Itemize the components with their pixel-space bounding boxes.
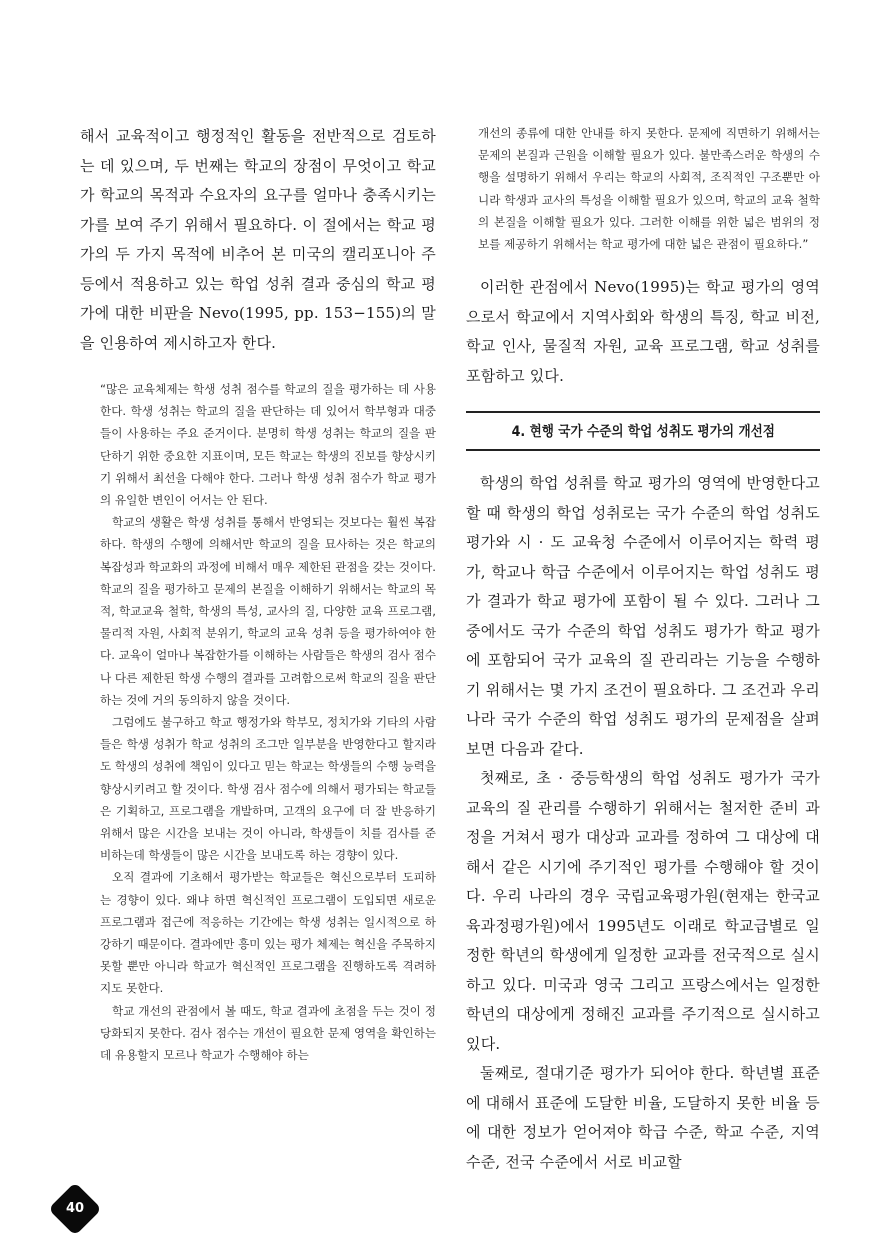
right-column — [466, 122, 820, 1177]
left-column — [80, 122, 436, 1066]
nevo-quote-block — [80, 378, 436, 1066]
left-intro-paragraph: 해서 교육적이고 행정적인 활동을 전반적으로 검토하는 데 있으며, 두 번째는 학교의 장점이 무엇이고 학교가 학교의 목적과 수요자의 요구를 얼마나 충족시키는가를 보여 주기 위해서 필요하다. 이 절에서는 학교 평가의 두 가지 목적에 비추어 본 미국의 캘리포니아 주 등에서 적용하고 있는 학업 성취 결과 중심의 학교 평가에 대한 비판을 Nevo(1995, pp. 153−155)의 말을 인용하여 제시하고자 한다. — [80, 127, 436, 352]
section-heading-text: 4. 현행 국가 수준의 학업 성취도 평가의 개선점 — [511, 424, 775, 441]
section-heading — [466, 411, 820, 451]
quote-paragraph: 개선의 종류에 대한 안내를 하지 못한다. 문제에 직면하기 위해서는 문제의 본질과 근원을 이해할 필요가 있다. 불만족스러운 학생의 수행을 설명하기 위해서 우리는 학교의 사회적, 조직적인 구조뿐만 아니라 학생과 교사의 특성을 이해할 필요가 있으며, 학교의 교육 철학의 본질을 이해할 필요가 있다. 그러한 이해를 위한 넓은 범위의 정보를 제공하기 위해서는 학교 평가에 대한 넓은 관점이 필요하다.” — [478, 126, 820, 252]
section-body — [466, 469, 820, 1177]
quote-paragraph: 오직 결과에 기초해서 평가받는 학교들은 혁신으로부터 도피하는 경향이 있다. 왜냐 하면 혁신적인 프로그램이 도입되면 새로운 프로그램과 접근에 적응하는 기간에는 학생 성취는 일시적으로 하강하기 때문이다. 결과에만 흥미 있는 평가 체제는 혁신을 주목하지 못할 뿐만 아니라 학교가 혁신적인 프로그램을 진행하도록 격려하지도 못한다. — [100, 870, 436, 996]
nevo-quote-continuation — [466, 122, 820, 255]
body-paragraph: 둘째로, 절대기준 평가가 되어야 한다. 학년별 표준에 대해서 표준에 도달한 비율, 도달하지 못한 비율 등에 대한 정보가 얻어져야 학급 수준, 학교 수준, 지역 수준, 전국 수준에서 서로 비교할 — [466, 1064, 820, 1171]
body-paragraph: 학생의 학업 성취를 학교 평가의 영역에 반영한다고 할 때 학생의 학업 성취로는 국가 수준의 학업 성취도 평가와 시 · 도 교육청 수준에서 이루어지는 학력 평가, 학교나 학급 수준에서 이루어지는 학업 성취도 평가 결과가 학교 평가에 포함이 될 수 있다. 그러나 그 중에서도 국가 수준의 학업 성취도 평가가 학교 평가에 포함되어 국가 교육의 질 관리라는 기능을 수행하기 위해서는 몇 가지 조건이 필요하다. 그 조건과 우리 나라 국가 수준의 학업 성취도 평가의 문제점을 살펴보면 다음과 같다. — [466, 474, 820, 758]
page-number: 40 — [65, 1201, 85, 1216]
quote-paragraph: 학교의 생활은 학생 성취를 통해서 반영되는 것보다는 훨씬 복잡하다. 학생의 수행에 의해서만 학교의 질을 묘사하는 것은 학교의 복잡성과 학교화의 과정에 비해서 매우 제한된 관점을 갖는 것이다. 학교의 질을 평가하고 문제의 본질을 이해하기 위해서는 학교의 목적, 학교교육 철학, 학생의 특성, 교사의 질, 다양한 교육 프로그램, 물리적 자원, 사회적 분위기, 학교의 교육 성취 등을 평가하여야 한다. 교육이 얼마나 복잡한가를 이해하는 사람들은 학생의 검사 점수나 다른 제한된 학생 수행의 결과를 고려함으로써 학교의 질을 판단하는 것에 거의 동의하지 않을 것이다. — [100, 515, 436, 707]
right-body-paragraph — [466, 273, 820, 391]
page-number-badge — [48, 1182, 102, 1236]
quote-paragraph: 학교 개선의 관점에서 볼 때도, 학교 결과에 초점을 두는 것이 정당화되지 못한다. 검사 점수는 개선이 필요한 문제 영역을 확인하는 데 유용할지 모르나 학교가 수행해야 하는 — [100, 1003, 436, 1063]
quote-paragraph: “많은 교육체제는 학생 성취 점수를 학교의 질을 평가하는 데 사용한다. 학생 성취는 학교의 질을 판단하는 데 있어서 학부형과 대중들이 사용하는 주요 준거이다. 분명히 학생 성취는 학교의 질을 판단하기 위한 중요한 지표이며, 모든 학교는 학생의 진보를 향상시키기 위해서 최선을 다해야 한다. 그러나 학생 성취 점수가 학교 평가의 유일한 변인이 어서는 안 된다. — [100, 382, 436, 508]
body-paragraph: 첫째로, 초 · 중등학생의 학업 성취도 평가가 국가 교육의 질 관리를 수행하기 위해서는 철저한 준비 과정을 거쳐서 평가 대상과 교과를 정하여 그 대상에 대해서 같은 시기에 주기적인 평가를 수행해야 할 것이다. 우리 나라의 경우 국립교육평가원(현재는 한국교육과정평가원)에서 1995년도 이래로 학교급별로 일정한 학년의 학생에게 일정한 교과를 전국적으로 실시하고 있다. 미국과 영국 그리고 프랑스에서는 일정한 학년의 대상에게 정해진 교과를 주기적으로 실시하고 있다. — [466, 769, 820, 1053]
body-paragraph: 이러한 관점에서 Nevo(1995)는 학교 평가의 영역으로서 학교에서 지역사회와 학생의 특징, 학교 비전, 학교 인사, 물질적 자원, 교육 프로그램, 학교 성취를 포함하고 있다. — [466, 278, 820, 385]
quote-paragraph: 그럼에도 불구하고 학교 행정가와 학부모, 정치가와 기타의 사람들은 학생 성취가 학교 성취의 조그만 일부분을 반영한다고 할지라도 학생의 성취에 책임이 있다고 믿는 학교는 학생들의 수행 능력을 향상시키려고 할 것이다. 학생 검사 점수에 의해서 평가되는 학교들은 기획하고, 프로그램을 개발하며, 고객의 요구에 더 잘 반응하기 위해서 많은 시간을 보내는 것이 아니라, 학생들이 치를 검사를 준비하는데 학생들이 많은 시간을 보내도록 하는 경향이 있다. — [100, 715, 436, 863]
